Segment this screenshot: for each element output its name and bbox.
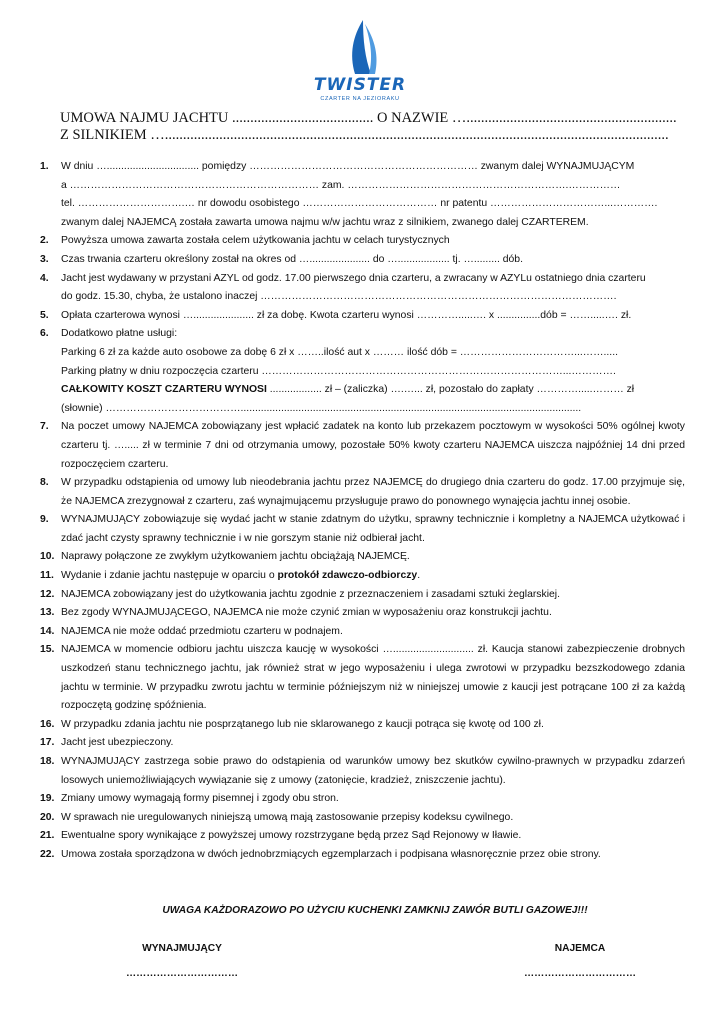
clause-text: WYNAJMUJĄCY zobowiązuje się wydać jacht w stanie zdatnym do użytku, sprawny technicznie i kompletny a NAJEMCA użytkować i zdać jacht czysty sprawny technicznie i w nie gorszym stanie niż odbierał jacht. (61, 514, 685, 544)
clause-text: Bez zgody WYNAJMUJĄCEGO, NAJEMCA nie może czynić zmian w wyposażeniu oraz konstrukcji jachtu. (61, 607, 552, 619)
clause-text: Powyższa umowa zawarta została celem użytkowania jachtu w celach turystycznych (61, 235, 450, 247)
lessee-signature-label: NAJEMCA (554, 943, 606, 954)
clause-number: 3. (40, 253, 49, 265)
clause-5 (40, 307, 685, 326)
title-line-2: Z SILNIKIEM …........................................................................................................................................... (60, 127, 669, 143)
gas-warning: UWAGA KAŻDORAZOWO PO UŻYCIU KUCHENKI ZAMKNIJ ZAWÓR BUTLI GAZOWEJ!!! (162, 905, 588, 916)
clause-line: zwanym dalej NAJEMCĄ została zawarta umowa najmu w/w jachtu wraz z silnikiem, zwanego dalej CZARTEREM. (61, 216, 589, 228)
contract-clauses (40, 158, 685, 865)
clause-21 (40, 827, 685, 846)
clause-text: Opłata czarterowa wynosi …..................... zł za dobę. Kwota czarteru wynosi ………….....…. x ...............dób = …….....…. zł. (61, 309, 632, 321)
clause-text: NAJEMCA w momencie odbioru jachtu uiszcza kaucję w wysokości …............................ zł. Kaucja stanowi zabezpieczenie drobnych uszkodzeń stanu technicznego jachtu, jak również strat w jego wyposażeniu i ulega zwrotowi w przypadku bezszkodowego zdania jachtu w terminie. W przypadku zwrotu jachtu w terminie późniejszym niż w niniejszej umowie z kaucji jest potrącane 100 zł za każdą rozpoczętą godzinę spóźnienia. (61, 644, 685, 712)
clause-text (61, 567, 685, 586)
clause-line: (słownie) …………………………………...................................................................................................................... (61, 402, 582, 414)
clause-number: 21. (40, 830, 55, 842)
clause-18 (40, 753, 685, 790)
clause-4 (40, 270, 685, 307)
clause-9 (40, 511, 685, 548)
clause-number: 20. (40, 811, 55, 823)
clause-number: 22. (40, 848, 55, 860)
clause-text: WYNAJMUJĄCY zastrzega sobie prawo do odstąpienia od warunków umowy bez skutków cywilno-prawnych w przypadku zdarzeń losowych uniemożliwiających wywiązanie się z umowy (zatonięcie, kradzież, zniszczenie jachtu). (61, 756, 685, 786)
clause-number: 12. (40, 588, 55, 600)
clause-number: 16. (40, 718, 55, 730)
clause-20 (40, 809, 685, 828)
clause-number: 1. (40, 161, 49, 172)
clause-number: 10. (40, 551, 55, 563)
clause-line: a ……………………………………………………………… zam. ……………………………………………………….…………… (61, 179, 621, 191)
clause-2 (40, 232, 685, 251)
clause-text-start: Wydanie i zdanie jachtu następuje w oparciu o (61, 570, 278, 582)
clause-text: W przypadku odstąpienia od umowy lub nieodebrania jachtu przez NAJEMCĘ do drugiego dnia czarteru do godz. 17.00 przyjmuje się, że NAJEMCA zrezygnował z czarteru, zaś wynajmującemu przysługuje prawo do ponownego wynajęcia jachtu innej osobie. (61, 477, 685, 507)
clause-number: 19. (40, 793, 55, 805)
clause-number: 8. (40, 477, 49, 489)
clause-number: 9. (40, 514, 49, 526)
protocol-name: protokół zdawczo-odbiorczy (277, 570, 418, 582)
clause-line: Jacht jest wydawany w przystani AZYL od godz. 17.00 pierwszego dnia czarteru, a zwracany w AZYLu ostatniego dnia czarteru (61, 272, 646, 284)
logo-brand: TWISTER (313, 75, 407, 95)
clause-15 (40, 641, 685, 715)
clause-12 (40, 586, 685, 605)
clause-text: NAJEMCA zobowiązany jest do użytkowania jachtu zgodnie z przeznaczeniem i zasadami sztuki żeglarskiej. (61, 588, 560, 600)
clause-number: 5. (40, 309, 49, 321)
clause-text: NAJEMCA nie może oddać przedmiotu czarteru w podnajem. (61, 625, 343, 637)
clause-7 (40, 418, 685, 474)
total-cost-line (61, 381, 685, 400)
clause-text: W przypadku zdania jachtu nie posprzątanego lub nie sklarowanego z kaucji potrąca się kwotę od 100 zł. (61, 718, 544, 730)
clause-text: Ewentualne spory wynikające z powyższej umowy rozstrzygane będą przez Sąd Rejonowy w Iławie. (61, 830, 522, 842)
clause-text: Na poczet umowy NAJEMCA zobowiązany jest wpłacić zadatek na konto lub przekazem pocztowym w wysokości 50% ogólnej kwoty czarteru tj. …..... zł w terminie 7 dni od otrzymania umowy, pozostałe 50% kwoty czarteru NAJEMCA uiszcza najpóźniej 14 dni przed rozpoczęciem czarteru. (61, 421, 685, 470)
total-cost-label: CAŁKOWITY KOSZT CZARTERU WYNOSI (61, 384, 267, 396)
clause-22 (40, 846, 685, 865)
clause-number: 6. (40, 328, 49, 340)
clause-number: 14. (40, 625, 55, 637)
clause-11 (40, 567, 685, 586)
clause-8 (40, 474, 685, 511)
lessee-signature-line: …………………………… (523, 968, 637, 979)
clause-3 (40, 251, 685, 270)
logo-tagline: CZARTER NA JEZIORAKU (320, 96, 400, 102)
clause-text: Zmiany umowy wymagają formy pisemnej i zgody obu stron. (61, 793, 339, 805)
clause-13 (40, 604, 685, 623)
clause-text: W sprawach nie uregulowanych niniejszą umową mają zastosowanie przepisy kodeksu cywilnego. (61, 811, 514, 823)
clause-14 (40, 623, 685, 642)
clause-1 (40, 158, 685, 232)
clause-text-end: . (417, 570, 421, 582)
clause-line: Parking płatny w dniu rozpoczęcia czarteru ……………………………………………………………………………...…………. (61, 365, 616, 377)
clause-number: 17. (40, 737, 55, 749)
clause-number: 2. (40, 235, 49, 247)
clause-text: Naprawy połączone ze zwykłym użytkowaniem jachtu obciążają NAJEMCĘ. (61, 551, 410, 563)
clause-line: Parking 6 zł za każde auto osobowe za dobę 6 zł x ……..ilość aut x ……… ilość dób = ……………………………...……..... (61, 346, 618, 358)
document-title (60, 110, 690, 144)
clause-line: tel. ………………………….… nr dowodu osobistego ………………………………… nr patentu ……………………………...…………. (61, 198, 658, 210)
title-line-1: UMOWA NAJMU JACHTU ....................................... O NAZWIE ….......................................................... (60, 110, 677, 126)
clause-number: 11. (40, 570, 54, 582)
lessor-signature-label: WYNAJMUJĄCY (142, 943, 222, 954)
clause-6 (40, 325, 685, 418)
lessor-signature-line: …………………………… (125, 968, 239, 979)
clause-text: Czas trwania czarteru określony został na okres od …..................... do ….................. tj. …......... dób. (61, 253, 523, 265)
clause-text: Umowa została sporządzona w dwóch jednobrzmiących egzemplarzach i podpisana własnoręcznie przez obie strony. (61, 848, 601, 860)
clause-number: 7. (40, 421, 49, 433)
clause-number: 18. (40, 756, 55, 767)
clause-number: 4. (40, 272, 49, 284)
clause-line: Dodatkowo płatne usługi: (61, 328, 178, 340)
total-cost-fields: .................. zł – (zaliczka) ….…... zł, pozostało do zapłaty ………….....……… zł (266, 384, 635, 396)
clause-line: W dniu …................................ pomiędzy ………………………………………………………… zwanym dalej WYNAJMUJĄCYM (61, 161, 635, 172)
clause-number: 13. (40, 607, 55, 619)
clause-10 (40, 548, 685, 567)
clause-number: 15. (40, 644, 55, 656)
sail-icon (305, 18, 415, 78)
clause-line: do godz. 15.30, chyba, że ustalono inaczej …………………………………………………………………………………………. (61, 291, 617, 303)
clause-19 (40, 790, 685, 809)
clause-16 (40, 716, 685, 735)
clause-17 (40, 734, 685, 753)
clause-text: Jacht jest ubezpieczony. (61, 737, 174, 749)
twister-logo (305, 18, 415, 102)
